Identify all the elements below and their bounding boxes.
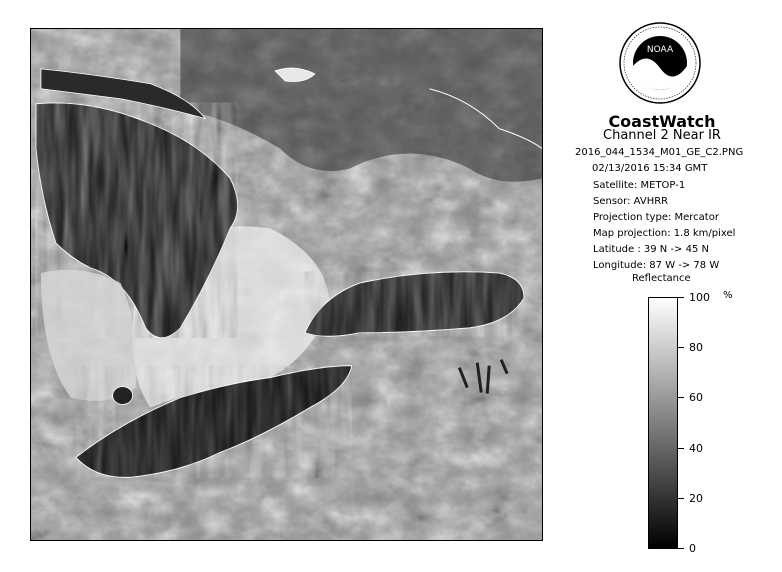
colorbar-title: Reflectance bbox=[632, 273, 691, 284]
datetime-label: 02/13/2016 15:34 GMT bbox=[592, 163, 708, 174]
colorbar-tick-label: 40 bbox=[689, 441, 703, 455]
colorbar-unit: % bbox=[723, 290, 733, 301]
finger-lake bbox=[487, 366, 489, 394]
colorbar-tick-label: 80 bbox=[689, 341, 703, 355]
colorbar-tick bbox=[678, 548, 684, 549]
colorbar-tick-label: 20 bbox=[689, 491, 703, 505]
longitude-label: Longitude: 87 W -> 78 W bbox=[593, 260, 720, 271]
colorbar-tick bbox=[678, 448, 684, 449]
colorbar-tick-label: 60 bbox=[689, 391, 703, 405]
latitude-label: Latitude : 39 N -> 45 N bbox=[593, 244, 709, 255]
noaa-logo bbox=[619, 22, 701, 104]
svg-text:NOAA: NOAA bbox=[646, 45, 674, 55]
satellite-map bbox=[31, 29, 542, 540]
colorbar-tick bbox=[678, 347, 684, 348]
colorbar-tick-label: 0 bbox=[689, 542, 696, 555]
colorbar-tick-label: 100 bbox=[689, 291, 710, 304]
colorbar-tick bbox=[678, 397, 684, 398]
colorbar-tick bbox=[678, 498, 684, 499]
filename-label: 2016_044_1534_M01_GE_C2.PNG bbox=[575, 147, 744, 158]
map-projection-label: Map projection: 1.8 km/pixel bbox=[593, 228, 736, 239]
colorbar bbox=[648, 297, 678, 549]
satellite-label: Satellite: METOP-1 bbox=[593, 180, 686, 191]
satellite-image bbox=[30, 28, 543, 541]
sensor-label: Sensor: AVHRR bbox=[593, 196, 669, 207]
colorbar-tick bbox=[678, 297, 684, 298]
app-title: CoastWatch bbox=[608, 112, 716, 131]
lake-st-clair bbox=[113, 387, 133, 405]
channel-label: Channel 2 Near IR bbox=[603, 128, 721, 143]
projection-type-label: Projection type: Mercator bbox=[593, 212, 719, 223]
